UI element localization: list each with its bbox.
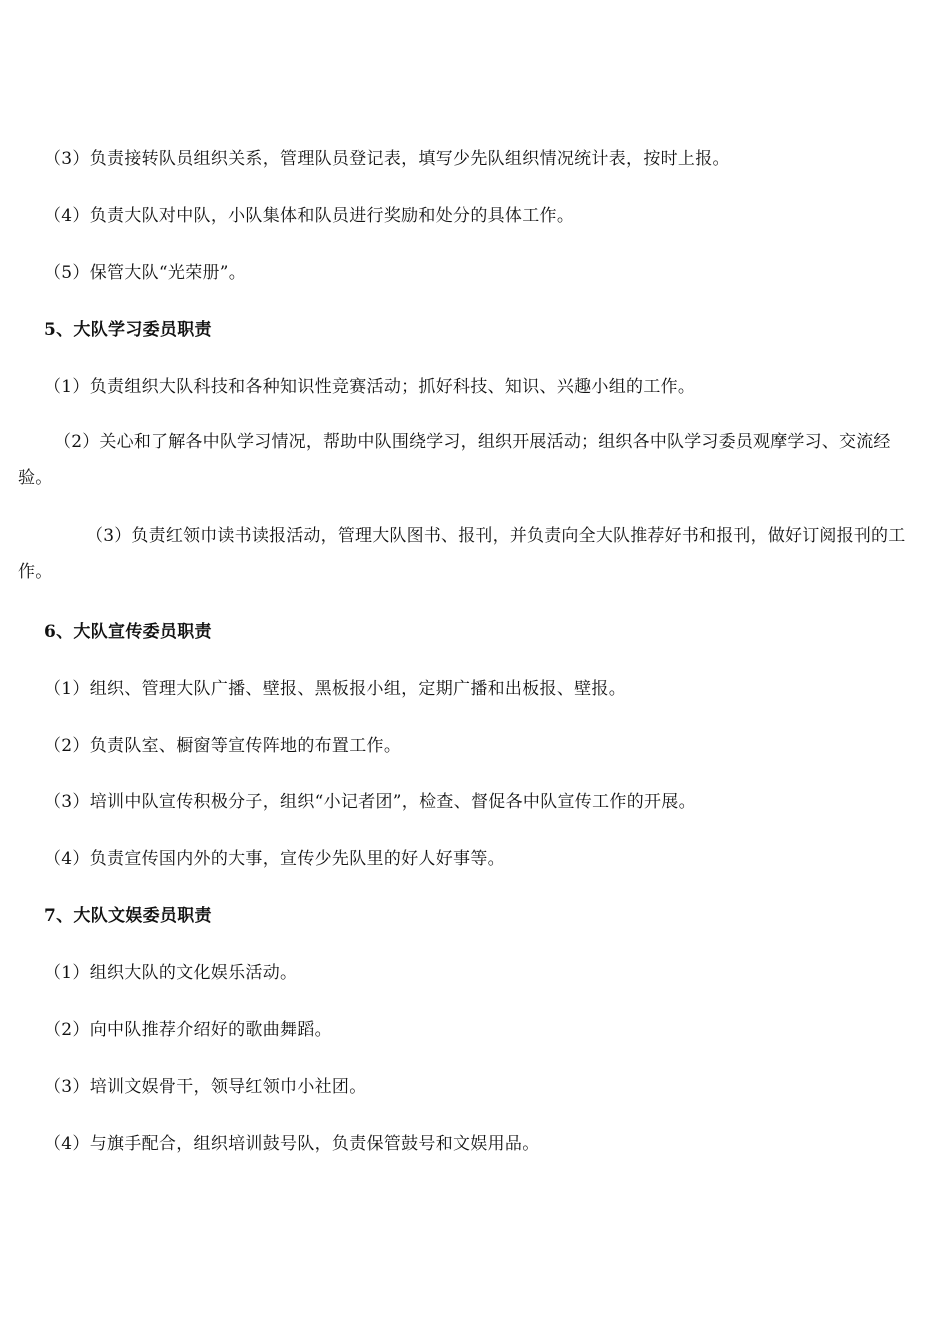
- s5-heading: 5、大队学习委员职责: [44, 320, 212, 340]
- s7-item-3: （3）培训文娱骨干，领导红领巾小社团。: [44, 1077, 367, 1097]
- s6-item-1: （1）组织、管理大队广播、壁报、黑板报小组，定期广播和出板报、壁报。: [44, 679, 627, 699]
- s6-item-3: （3）培训中队宣传积极分子，组织“小记者团”，检查、督促各中队宣传工作的开展。: [44, 792, 696, 812]
- s6-item-2: （2）负责队室、橱窗等宣传阵地的布置工作。: [44, 736, 402, 756]
- s4-item-4: （4）负责大队对中队，小队集体和队员进行奖励和处分的具体工作。: [44, 206, 575, 226]
- s5-item-3: （3）负责红领巾读书读报活动，管理大队图书、报刊，并负责向全大队推荐好书和报刊，做好订阅报刊的工作。: [18, 526, 906, 582]
- s4-item-5: （5）保管大队“光荣册”。: [44, 263, 247, 283]
- s7-item-2: （2）向中队推荐介绍好的歌曲舞蹈。: [44, 1020, 332, 1040]
- s7-heading: 7、大队文娱委员职责: [44, 906, 212, 926]
- s4-item-3: （3）负责接转队员组织关系，管理队员登记表，填写少先队组织情况统计表，按时上报。: [44, 149, 730, 169]
- s6-heading: 6、大队宣传委员职责: [44, 622, 212, 642]
- s7-item-1: （1）组织大队的文化娱乐活动。: [44, 963, 298, 983]
- s7-item-4: （4）与旗手配合，组织培训鼓号队，负责保管鼓号和文娱用品。: [44, 1134, 540, 1154]
- s6-item-4: （4）负责宣传国内外的大事，宣传少先队里的好人好事等。: [44, 849, 505, 869]
- s5-item-2: （2）关心和了解各中队学习情况，帮助中队围绕学习，组织开展活动；组织各中队学习委员观摩学习、交流经验。: [18, 432, 891, 488]
- s5-item-1: （1）负责组织大队科技和各种知识性竞赛活动；抓好科技、知识、兴趣小组的工作。: [44, 377, 696, 397]
